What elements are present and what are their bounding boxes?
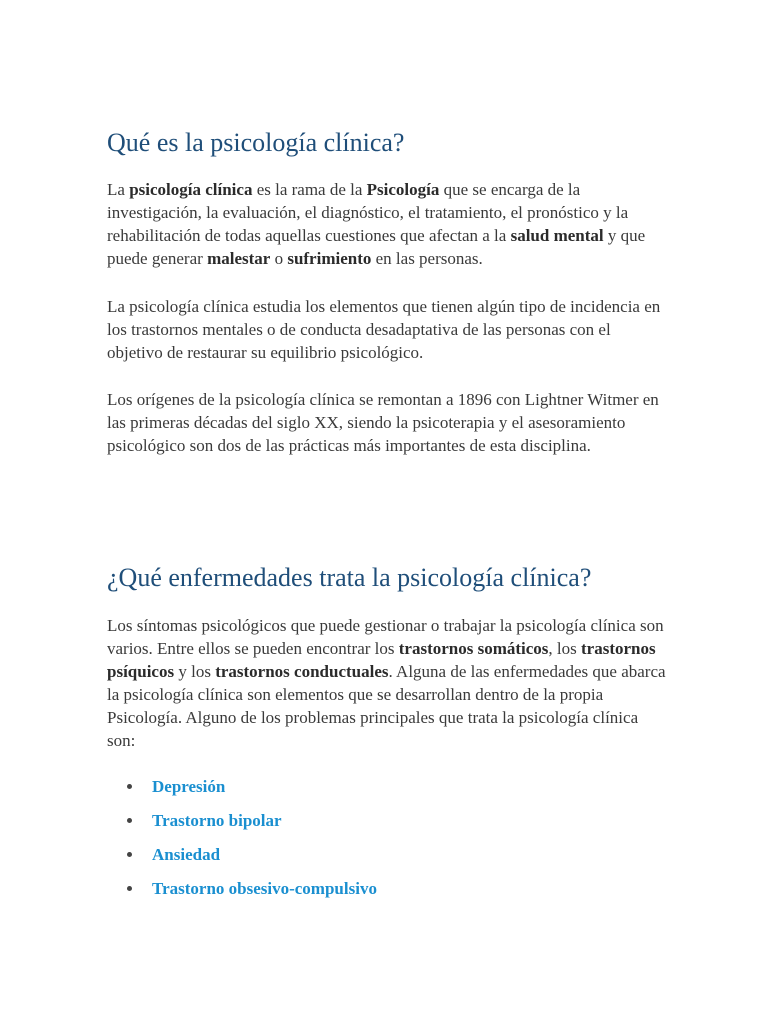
bullet-icon — [127, 784, 132, 789]
list-item — [107, 877, 377, 911]
text-run: Los síntomas psicológicos que puede gestionar o trabajar la psicología clínica son varios. Entre ellos se pueden encontrar los — [107, 616, 664, 658]
bold-term: trastornos somáticos — [398, 639, 549, 658]
text-run: y que puede generar — [107, 226, 646, 268]
link-depresion[interactable]: Depresión — [152, 777, 226, 796]
list-item — [107, 843, 377, 877]
text-run: . Alguna de las enfermedades que abarca la psicología clínica son elementos que se desarrollan dentro de la propia Psicología. Alguno de los problemas principales que trata la psicología clínica son: — [107, 662, 666, 750]
text-run: en las personas. — [371, 249, 483, 268]
bullet-icon — [127, 852, 132, 857]
list-item — [107, 809, 377, 843]
bold-term: Psicología — [366, 180, 440, 199]
link-trastorno-bipolar[interactable]: Trastorno bipolar — [152, 811, 282, 830]
bold-term: salud mental — [510, 226, 604, 245]
text-run: es la rama de la — [252, 180, 367, 199]
section-heading-diseases: ¿Qué enfermedades trata la psicología clínica? — [107, 563, 592, 592]
bullet-icon — [127, 818, 132, 823]
text-run: que se encarga de la investigación, la evaluación, el diagnóstico, el tratamiento, el pronóstico y la rehabilitación de todas aquellas cuestiones que afectan a la — [107, 180, 629, 245]
bold-term: trastornos psíquicos — [107, 639, 656, 681]
text-run: y los — [174, 662, 216, 681]
list-item — [107, 775, 377, 809]
text-run: La — [107, 180, 130, 199]
bold-term: sufrimiento — [287, 249, 372, 268]
link-ansiedad[interactable]: Ansiedad — [152, 845, 221, 864]
bold-term: trastornos conductuales — [215, 662, 389, 681]
section-heading-what-is: Qué es la psicología clínica? — [107, 128, 405, 157]
text-run: o — [270, 249, 288, 268]
link-toc[interactable]: Trastorno obsesivo-compulsivo — [152, 879, 377, 898]
paragraph-origins: Los orígenes de la psicología clínica se remontan a 1896 con Lightner Witmer en las primeras décadas del siglo XX, siendo la psicoterapia y el asesoramiento psicológico son dos de las prácticas más importantes de esta disciplina. — [107, 390, 659, 455]
bold-term: malestar — [207, 249, 271, 268]
paragraph-study: La psicología clínica estudia los elementos que tienen algún tipo de incidencia en los trastornos mentales o de conducta desadaptativa de las personas con el objetivo de restaurar su equilibrio psicológico. — [107, 297, 661, 362]
paragraph-symptoms — [107, 614, 667, 752]
text-run: , los — [548, 639, 582, 658]
bullet-icon — [127, 886, 132, 891]
paragraph-definition — [107, 178, 667, 270]
bold-term: psicología clínica — [129, 180, 253, 199]
disease-list — [107, 775, 377, 911]
